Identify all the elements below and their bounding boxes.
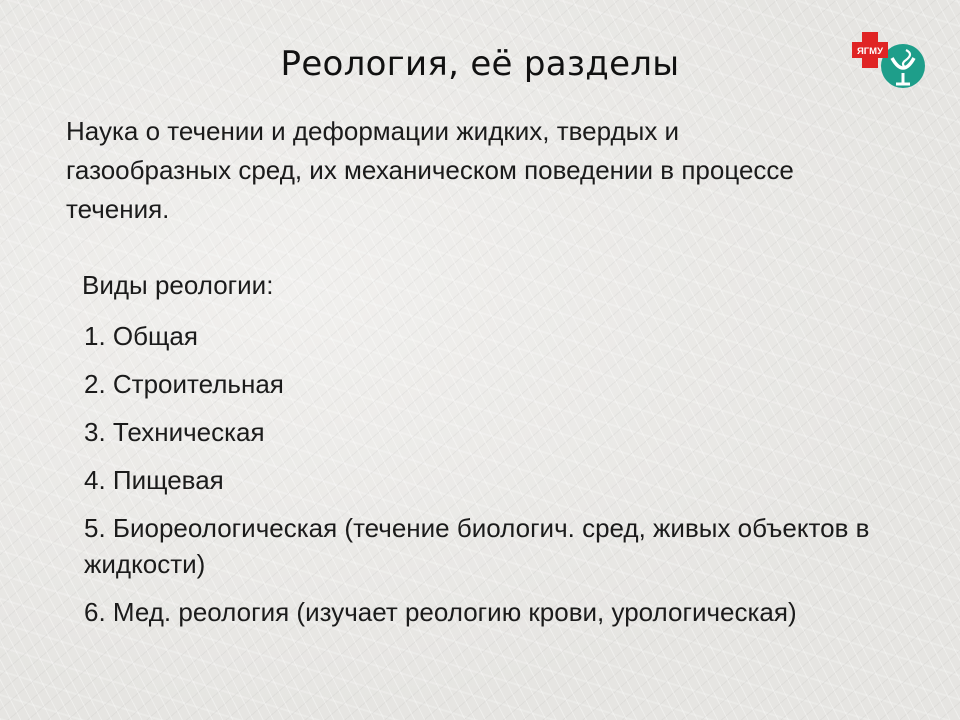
types-heading: Виды реологии: [82, 270, 274, 300]
list-item: 3. Техническая [84, 417, 265, 447]
list-item: 1. Общая [84, 321, 198, 351]
list-item: 2. Строительная [84, 369, 284, 399]
types-list [84, 318, 904, 642]
list-item: 4. Пищевая [84, 465, 224, 495]
list-item: 6. Мед. реология (изучает реологию крови, урологическая) [84, 597, 797, 627]
slide-title: Реология, её разделы [280, 44, 680, 84]
university-logo [848, 28, 926, 94]
list-item: 5. Биореологическая (течение биологич. сред, живых объектов в жидкости) [84, 513, 870, 579]
svg-text:ЯГМУ: ЯГМУ [856, 46, 884, 57]
definition-text: Наука о течении и деформации жидких, твердых и газообразных сред, их механическом поведении в процессе течения. [66, 116, 794, 224]
